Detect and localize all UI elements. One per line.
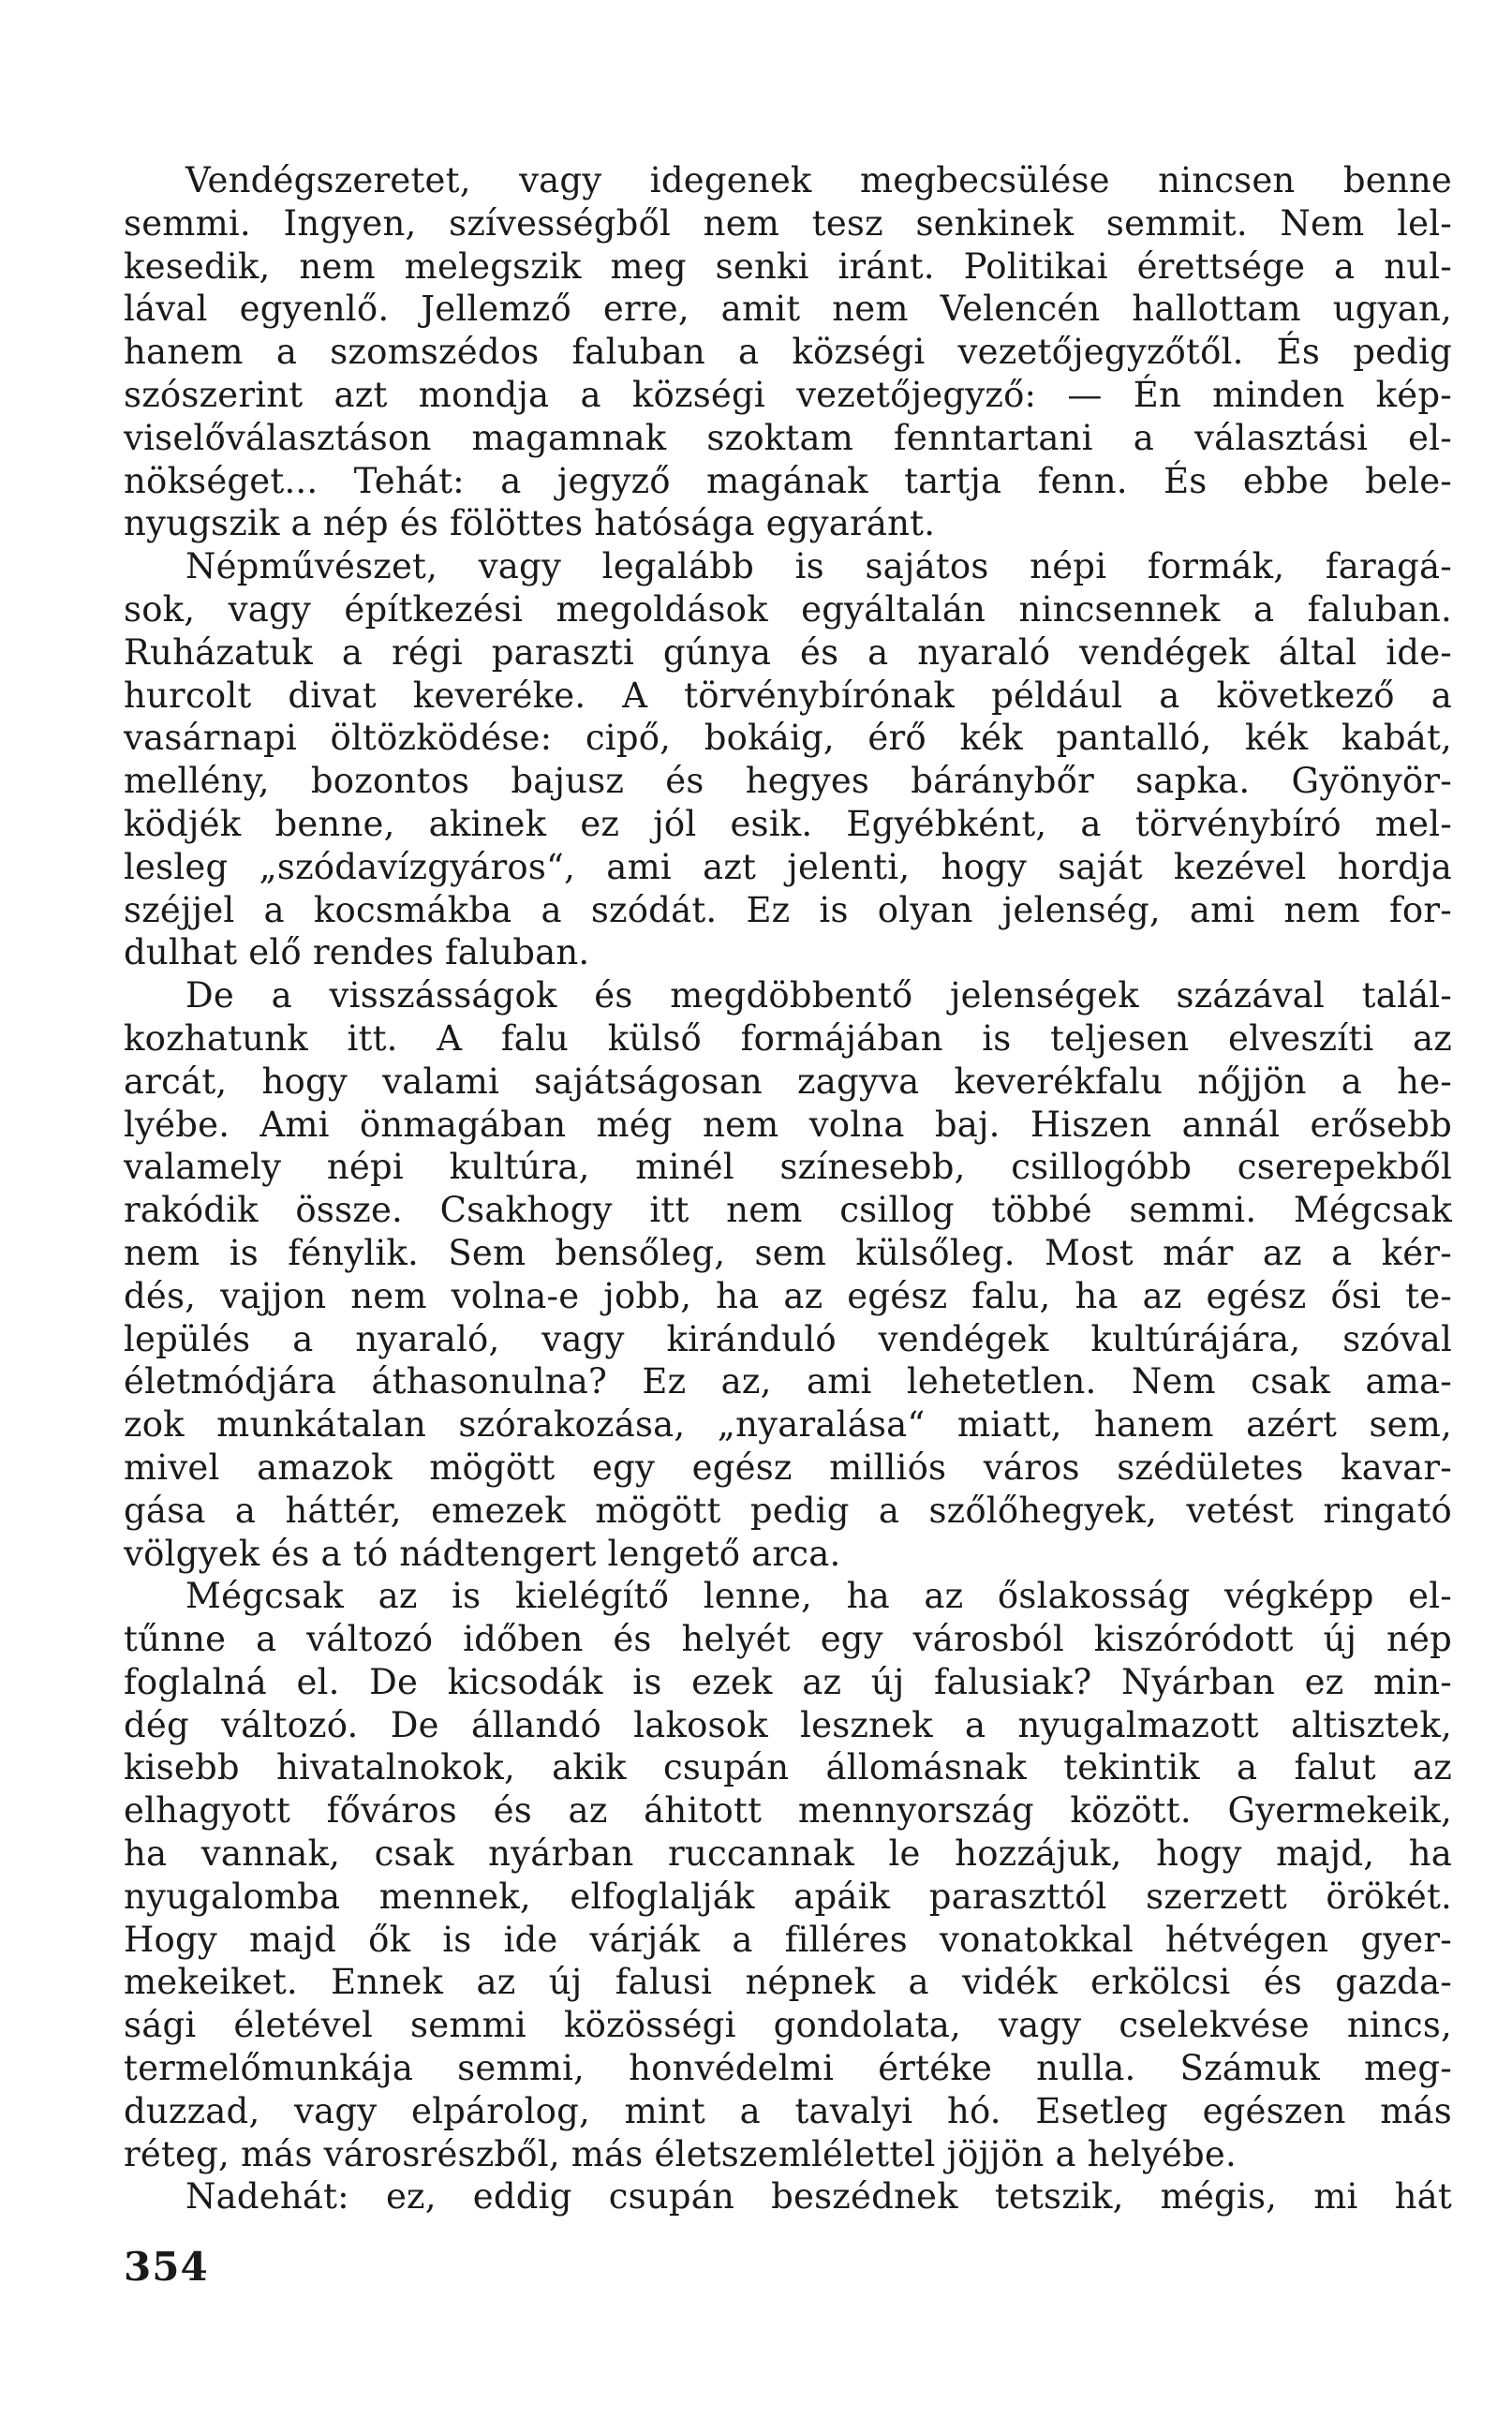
page-number: 354 (124, 2244, 209, 2290)
text-line: vasárnapi öltözködése: cipő, bokáig, érő kék pantalló, kék kabát, (124, 718, 1452, 759)
text-line: ködjék benne, akinek ez jól esik. Egyébként, a törvénybíró mel- (124, 803, 1452, 844)
text-line: mekeiket. Ennek az új falusi népnek a vidék erkölcsi és gazda- (124, 1962, 1452, 2003)
text-line: Ruházatuk a régi paraszti gúnya és a nyaraló vendégek által ide- (124, 631, 1452, 673)
text-line: viselőválasztáson magamnak szoktam fenntartani a választási el- (124, 417, 1452, 458)
text-line: dulhat elő rendes faluban. (124, 932, 590, 973)
text-line: De a visszásságok és megdöbbentő jelenségek százával talál- (185, 975, 1452, 1016)
body-text (124, 159, 1452, 2218)
text-line: semmi. Ingyen, szívességből nem tesz senkinek semmit. Nem lel- (124, 202, 1452, 244)
text-line: Vendégszeretet, vagy idegenek megbecsülése nincsen benne (185, 160, 1452, 200)
text-line: zok munkátalan szórakozása, „nyaralása“ miatt, hanem azért sem, (124, 1404, 1452, 1446)
text-line: termelőmunkája semmi, honvédelmi értéke nulla. Számuk meg- (124, 2048, 1452, 2089)
text-line: nökséget... Tehát: a jegyző magának tartja fenn. És ebbe bele- (124, 460, 1452, 501)
text-line: valamely népi kultúra, minél színesebb, csillogóbb cserepekből (124, 1147, 1452, 1188)
text-line: mellény, bozontos bajusz és hegyes báránybőr sapka. Gyönyör- (124, 761, 1452, 802)
text-line: széjjel a kocsmákba a szódát. Ez is olyan jelenség, ami nem for- (124, 889, 1452, 930)
text-line: foglalná el. De kicsodák is ezek az új falusiak? Nyárban ez min- (124, 1661, 1452, 1702)
text-line: ha vannak, csak nyárban ruccannak le hozzájuk, hogy majd, ha (124, 1833, 1452, 1875)
text-line: sok, vagy építkezési megoldások egyáltalán nincsennek a faluban. (124, 588, 1452, 630)
text-line: lyébe. Ami önmagában még nem volna baj. Hiszen annál erősebb (124, 1104, 1452, 1145)
text-line: völgyek és a tó nádtengert lengető arca. (124, 1533, 841, 1574)
text-line: hurcolt divat keveréke. A törvénybírónak például a következő a (124, 675, 1452, 716)
text-line: lával egyenlő. Jellemző erre, amit nem Velencén hallottam ugyan, (124, 289, 1452, 330)
text-line: hanem a szomszédos faluban a községi vezetőjegyzőtől. És pedig (124, 332, 1452, 373)
text-line: tűnne a változó időben és helyét egy városból kiszóródott új nép (124, 1619, 1452, 1660)
text-line: dég változó. De állandó lakosok lesznek a nyugalmazott altisztek, (124, 1704, 1452, 1745)
text-line: kisebb hivatalnokok, akik csupán állomásnak tekintik a falut az (124, 1747, 1452, 1788)
text-line: elhagyott főváros és az áhitott mennyország között. Gyermekeik, (124, 1790, 1452, 1832)
text-line: gása a háttér, emezek mögött pedig a szőlőhegyek, vetést ringató (124, 1490, 1452, 1531)
text-line: rakódik össze. Csakhogy itt nem csillog többé semmi. Mégcsak (124, 1190, 1452, 1231)
text-line: kesedik, nem melegszik meg senki iránt. Politikai érettsége a nul- (124, 245, 1452, 287)
text-line: Hogy majd ők is ide várják a filléres vonatokkal hétvégen gyer- (124, 1919, 1452, 1960)
text-line: Mégcsak az is kielégítő lenne, ha az őslakosság végképp el- (185, 1576, 1452, 1617)
text-line: kozhatunk itt. A falu külső formájában is teljesen elveszíti az (124, 1017, 1452, 1059)
text-line: szószerint azt mondja a községi vezetőjegyző: — Én minden kép- (124, 374, 1452, 415)
text-line: duzzad, vagy elpárolog, mint a tavalyi hó. Esetleg egészen más (124, 2090, 1452, 2131)
text-line: nyugszik a nép és fölöttes hatósága egyaránt. (124, 503, 936, 544)
text-line: mivel amazok mögött egy egész milliós város szédületes kavar- (124, 1446, 1452, 1488)
text-line: sági életével semmi közösségi gondolata, vagy cselekvése nincs, (124, 2005, 1452, 2046)
text-line: Népművészet, vagy legalább is sajátos népi formák, faragá- (185, 546, 1452, 587)
text-line: lepülés a nyaraló, vagy kiránduló vendégek kultúrájára, szóval (124, 1318, 1452, 1359)
text-line: nem is fénylik. Sem bensőleg, sem külsőleg. Most már az a kér- (124, 1232, 1452, 1273)
text-line: lesleg „szódavízgyáros“, ami azt jelenti, hogy saját kezével hordja (124, 846, 1452, 887)
text-line: életmódjára áthasonulna? Ez az, ami lehetetlen. Nem csak ama- (124, 1361, 1452, 1402)
text-line: Nadehát: ez, eddig csupán beszédnek tetszik, mégis, mi hát (185, 2176, 1452, 2218)
text-line: arcát, hogy valami sajátságosan zagyva keverékfalu nőjjön a he- (124, 1061, 1452, 1102)
text-line: réteg, más városrészből, más életszemlélettel jöjjön a helyébe. (124, 2133, 1237, 2174)
text-line: nyugalomba mennek, elfoglalják apáik paraszttól szerzett örökét. (124, 1876, 1452, 1917)
text-line: dés, vajjon nem volna-e jobb, ha az egész falu, ha az egész ősi te- (124, 1275, 1452, 1316)
